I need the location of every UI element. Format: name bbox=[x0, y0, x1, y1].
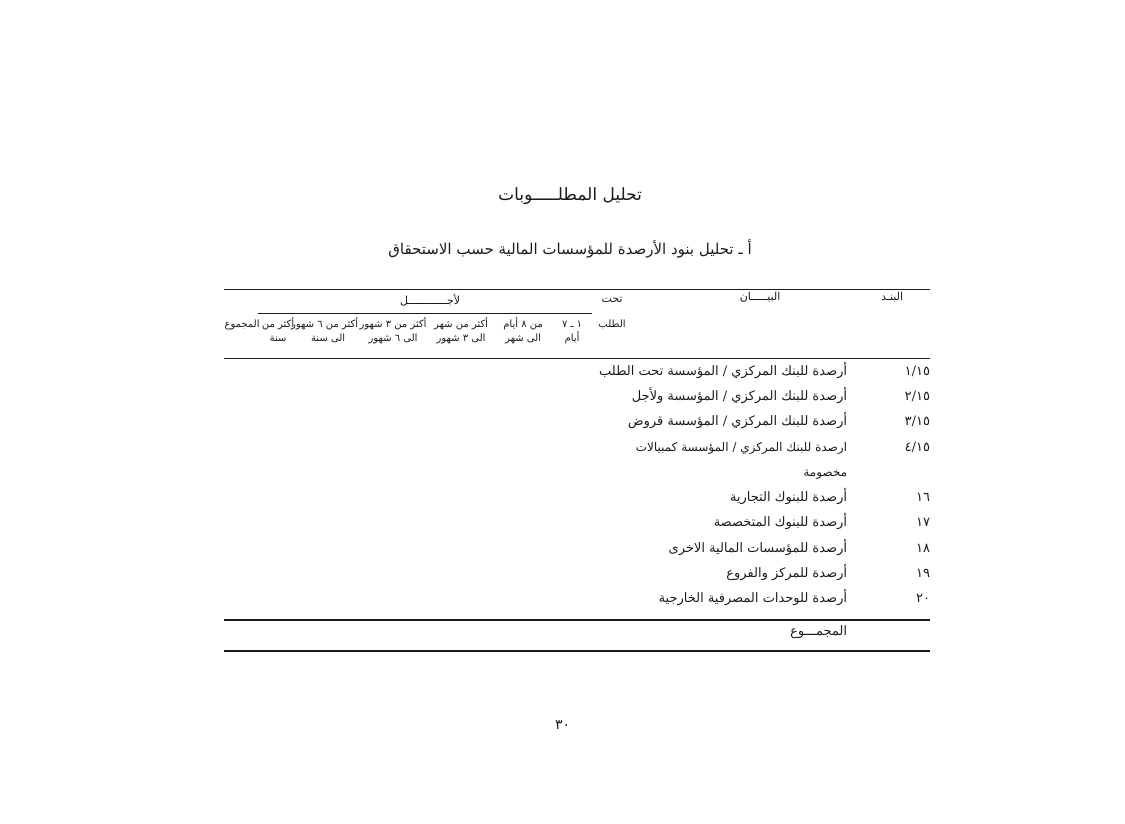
header-line: الى سنة bbox=[310, 333, 346, 344]
header-line: أكثر من bbox=[261, 319, 295, 330]
header-line: سنة bbox=[269, 333, 287, 344]
row-number: ١٦ bbox=[916, 490, 930, 505]
header-demand-line2: الطلب bbox=[598, 319, 626, 330]
header-bottom-rule bbox=[224, 358, 930, 359]
header-line: أكثر من ٣ شهور bbox=[359, 319, 427, 330]
row-number: ٣/١٥ bbox=[904, 414, 930, 429]
row-label: أرصدة للمركز والفروع bbox=[726, 566, 847, 581]
header-term-3-6months bbox=[358, 318, 428, 346]
row-number: ١٧ bbox=[916, 515, 930, 530]
row-label: أرصدة للبنك المركزي / المؤسسة تحت الطلب bbox=[599, 364, 847, 379]
row-label: مخصومة bbox=[803, 465, 847, 479]
row-label: أرصدة للمؤسسات المالية الاخرى bbox=[668, 541, 847, 556]
row-number: ٤/١٥ bbox=[904, 440, 930, 455]
row-label: أرصدة للبنوك التجارية bbox=[729, 490, 847, 505]
row-label: أرصدة للبنوك المتخصصة bbox=[713, 515, 847, 530]
total-top-rule bbox=[224, 619, 930, 621]
header-line: أكثر من ٦ شهور bbox=[291, 319, 358, 330]
row-label: ارصدة للبنك المركزي / المؤسسة كمبيالات bbox=[635, 440, 847, 454]
header-item: البنـد bbox=[880, 290, 904, 303]
total-bottom-rule bbox=[224, 650, 930, 652]
term-group-rule bbox=[258, 313, 592, 314]
header-line: الى ٦ شهور bbox=[368, 333, 418, 344]
header-line: أيام bbox=[564, 333, 580, 344]
header-line: الى شهر bbox=[505, 333, 541, 344]
header-statement: البيـــــان bbox=[739, 290, 781, 303]
row-label: أرصدة للبنك المركزي / المؤسسة قروض bbox=[627, 414, 847, 429]
page-number: ٣٠ bbox=[554, 717, 571, 733]
header-term-month-3months bbox=[428, 318, 494, 346]
section-subtitle: أ ـ تحليل بنود الأرصدة للمؤسسات المالية حسب الاستحقاق bbox=[388, 240, 752, 258]
row-number: ٢٠ bbox=[916, 591, 930, 606]
row-number: ١٩ bbox=[916, 566, 930, 581]
row-label: أرصدة للوحدات المصرفية الخارجية bbox=[658, 591, 847, 606]
header-line: أكثر من شهر bbox=[434, 319, 488, 330]
header-term-over-year bbox=[258, 318, 298, 346]
header-term-1-7-days bbox=[552, 318, 592, 346]
header-total: المجموع bbox=[224, 319, 260, 330]
header-term-8days-month bbox=[494, 318, 552, 346]
header-demand-line1: تحت bbox=[601, 292, 623, 305]
header-line: ١ ـ ٧ bbox=[561, 319, 583, 330]
total-label: المجمـــوع bbox=[790, 624, 847, 639]
header-term-6months-year bbox=[291, 318, 358, 346]
header-term-group: لأجــــــــــــل bbox=[399, 294, 461, 307]
row-number: ٢/١٥ bbox=[904, 389, 930, 404]
page-title: تحليل المطلـــــوبات bbox=[498, 185, 642, 205]
header-line: من ٨ أيام bbox=[503, 319, 543, 330]
header-line: الى ٣ شهور bbox=[436, 333, 486, 344]
row-number: ١٨ bbox=[916, 541, 930, 556]
row-label: أرصدة للبنك المركزي / المؤسسة ولأجل bbox=[631, 389, 847, 404]
row-number: ١/١٥ bbox=[904, 364, 930, 379]
